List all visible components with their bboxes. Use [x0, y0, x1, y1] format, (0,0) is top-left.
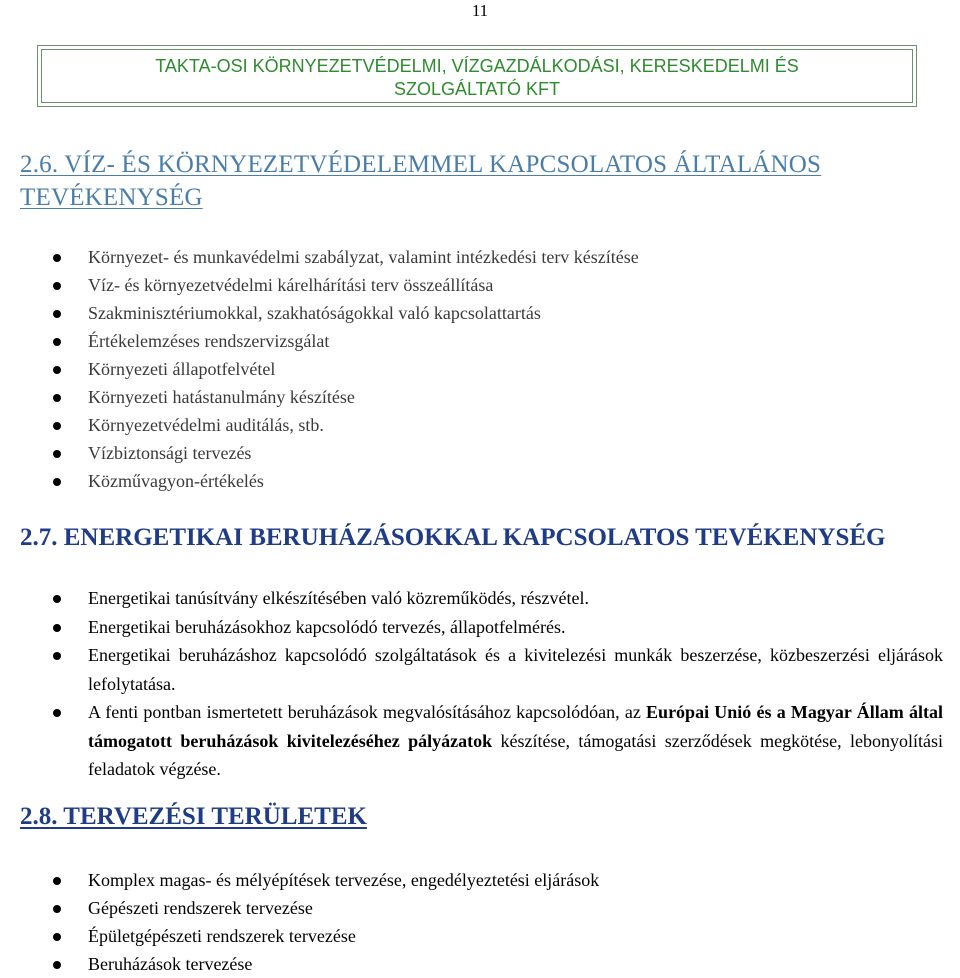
section-2-8-title: 2.8. TERVEZÉSI TERÜLETEK [20, 803, 367, 830]
list-item: Környezeti hatástanulmány készítése [0, 383, 960, 411]
list-item: Energetikai beruházásokhoz kapcsolódó tervezés, állapotfelmérés. [0, 613, 960, 642]
page-number: 11 [471, 1, 489, 20]
section-2-7-list [0, 584, 960, 784]
bullet-icon [53, 709, 61, 717]
list-item: Beruházások tervezése [0, 950, 960, 978]
list-item: Közművagyon-értékelés [0, 467, 960, 495]
bullet-icon [53, 450, 61, 458]
list-item: Épületgépészeti rendszerek tervezése [0, 922, 960, 950]
company-header-line2: SZOLGÁLTATÓ KFT [393, 79, 561, 99]
bullet-icon [53, 310, 61, 318]
list-item: Környezet- és munkavédelmi szabályzat, valamint intézkedési terv készítése [0, 243, 960, 271]
bullet-icon [53, 338, 61, 346]
section-2-6-list [0, 243, 960, 495]
bullet-icon [53, 624, 61, 632]
list-item: Víz- és környezetvédelmi kárelhárítási terv összeállítása [0, 271, 960, 299]
bullet-icon [53, 905, 61, 913]
bullet-icon [53, 595, 61, 603]
bullet-icon [53, 478, 61, 486]
list-item: Környezeti állapotfelvétel [0, 355, 960, 383]
list-item: A fenti pontban ismertetett beruházások megvalósításához kapcsolódóan, az Európai Unió és a Magyar Állam által támogatott beruházások kivitelezéséhez pályázatok készítése, támogatási szerződések megkötése, lebonyolítási feladatok végzése. [0, 698, 960, 784]
list-item: Értékelemzéses rendszervizsgálat [0, 327, 960, 355]
list-item: Gépészeti rendszerek tervezése [0, 894, 960, 922]
bullet-icon [53, 933, 61, 941]
eu-funding-highlight: Európai Unió és a Magyar Állam által támogatott beruházások kivitelezéséhez pályázatok [88, 702, 943, 751]
list-item: Környezetvédelmi auditálás, stb. [0, 411, 960, 439]
bullet-icon [53, 366, 61, 374]
company-header-line1: TAKTA-OSI KÖRNYEZETVÉDELMI, VÍZGAZDÁLKODÁSI, KERESKEDELMI ÉS [155, 56, 799, 76]
bullet-icon [53, 394, 61, 402]
section-2-8-list [0, 866, 960, 978]
list-item: Szakminisztériumokkal, szakhatóságokkal való kapcsolattartás [0, 299, 960, 327]
list-item: Energetikai tanúsítvány elkészítésében való közreműködés, részvétel. [0, 584, 960, 613]
bullet-icon [53, 282, 61, 290]
bullet-icon [53, 652, 61, 660]
company-header-box [37, 45, 917, 107]
company-header-text [38, 55, 916, 101]
list-item: Energetikai beruházáshoz kapcsolódó szolgáltatások és a kivitelezési munkák beszerzése, közbeszerzési eljárások lefolytatása. [0, 641, 960, 698]
section-2-7-title: 2.7. ENERGETIKAI BERUHÁZÁSOKKAL KAPCSOLATOS TEVÉKENYSÉG [20, 524, 886, 551]
bullet-icon [53, 877, 61, 885]
list-item: Komplex magas- és mélyépítések tervezése, engedélyeztetési eljárások [0, 866, 960, 894]
bullet-icon [53, 254, 61, 262]
bullet-icon [53, 961, 61, 969]
list-item: Vízbiztonsági tervezés [0, 439, 960, 467]
section-2-6-title: 2.6. VÍZ- ÉS KÖRNYEZETVÉDELEMMEL KAPCSOLATOS ÁLTALÁNOS TEVÉKENYSÉG [20, 151, 822, 211]
bullet-icon [53, 422, 61, 430]
